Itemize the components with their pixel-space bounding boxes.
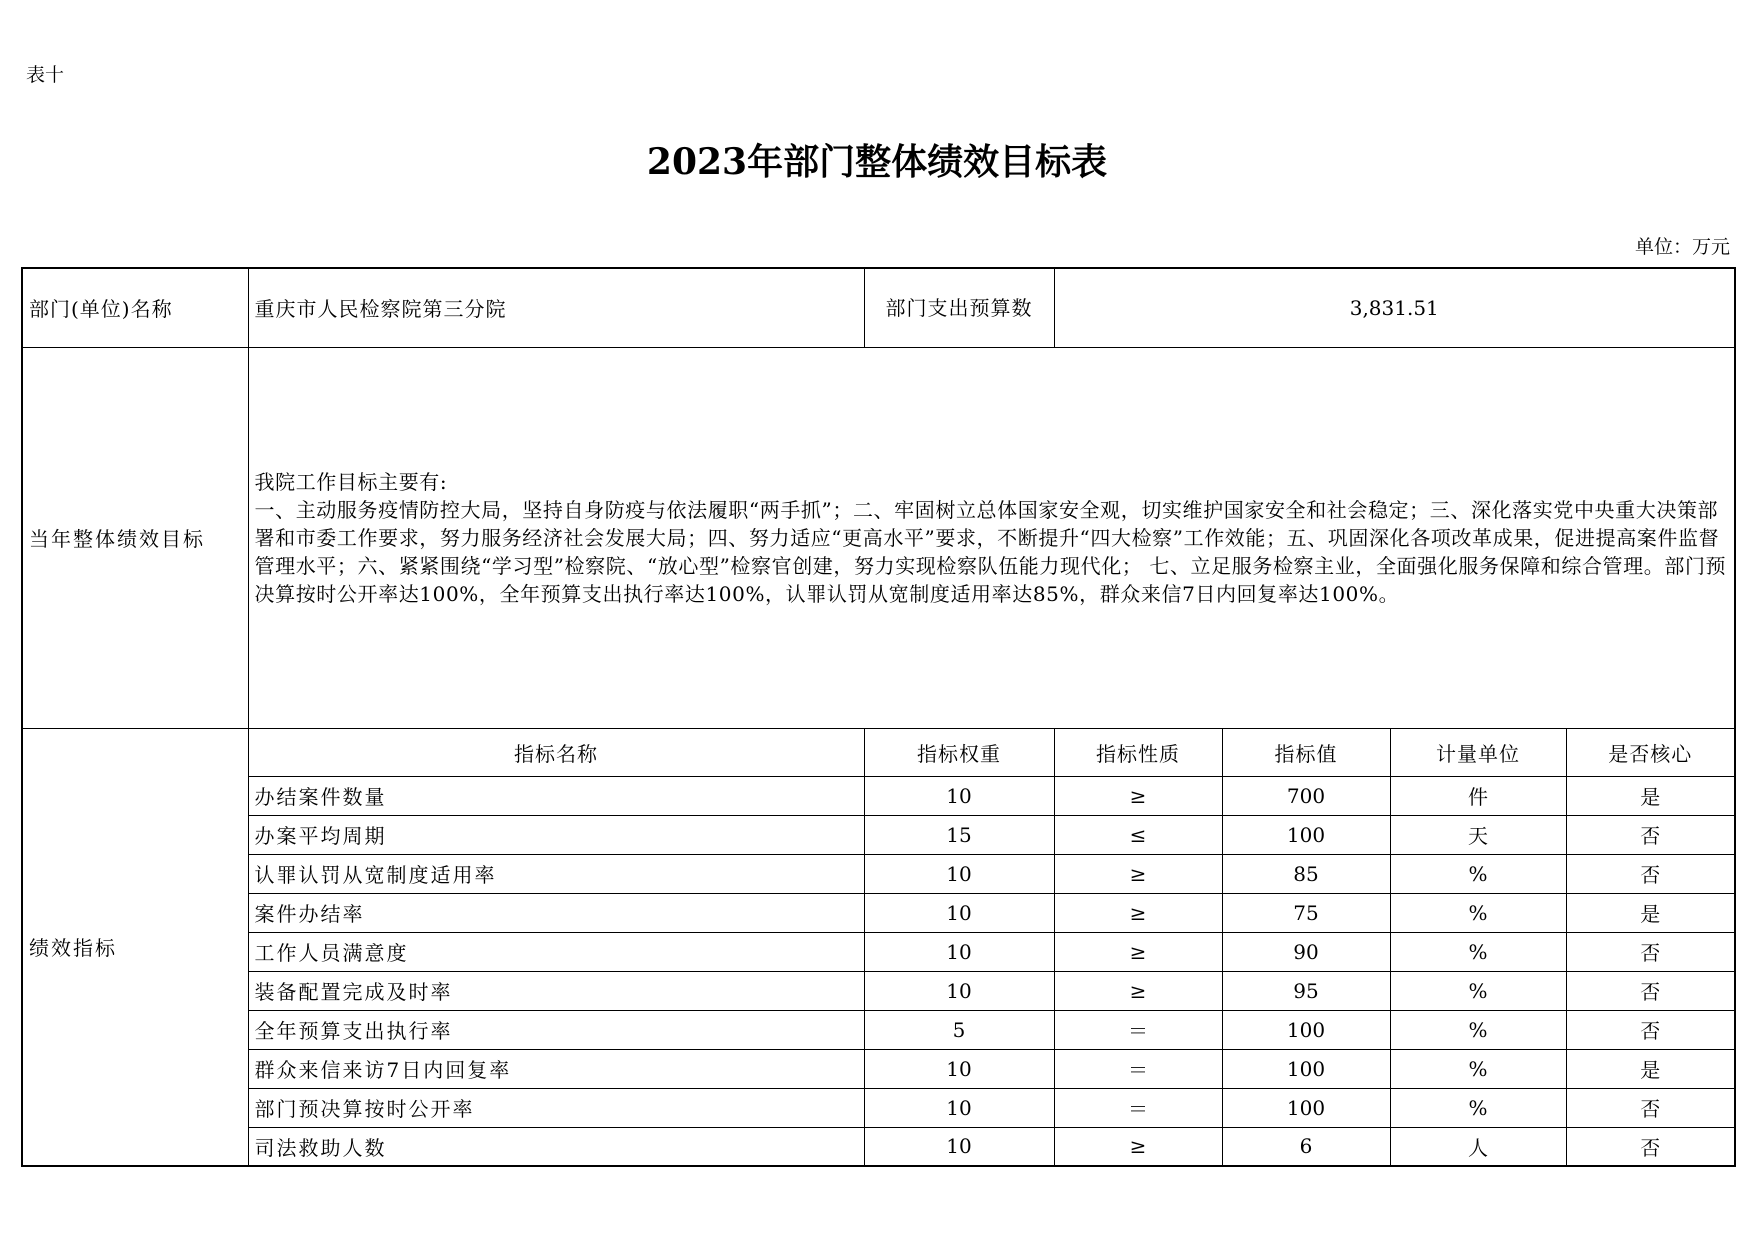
table-row <box>22 1010 1735 1049</box>
indicator-nature: ＝ <box>1054 1088 1222 1127</box>
indicator-weight: 15 <box>864 815 1054 854</box>
column-header: 指标名称 <box>248 728 864 776</box>
indicator-weight: 10 <box>864 1049 1054 1088</box>
table-row <box>22 1049 1735 1088</box>
department-name-label: 部门(单位)名称 <box>22 268 248 347</box>
indicator-unit: % <box>1390 854 1566 893</box>
indicator-unit: % <box>1390 893 1566 932</box>
indicator-name: 办结案件数量 <box>248 776 864 815</box>
indicator-weight: 10 <box>864 776 1054 815</box>
annual-goal-row <box>22 347 1735 728</box>
indicator-name: 司法救助人数 <box>248 1127 864 1166</box>
indicator-nature: ≤ <box>1054 815 1222 854</box>
indicator-core: 是 <box>1566 1049 1735 1088</box>
table-row <box>22 1088 1735 1127</box>
page-title: 2023年部门整体绩效目标表 <box>646 141 1108 183</box>
indicator-weight: 10 <box>864 854 1054 893</box>
indicator-nature: ＝ <box>1054 1010 1222 1049</box>
indicator-nature: ≥ <box>1054 776 1222 815</box>
performance-table <box>21 267 1736 1167</box>
indicator-value: 85 <box>1222 854 1390 893</box>
table-row <box>22 971 1735 1010</box>
table-row <box>22 893 1735 932</box>
indicator-unit: % <box>1390 932 1566 971</box>
table-row <box>22 815 1735 854</box>
indicator-value: 700 <box>1222 776 1390 815</box>
indicator-core: 否 <box>1566 971 1735 1010</box>
indicator-core: 是 <box>1566 893 1735 932</box>
indicator-nature: ＝ <box>1054 1049 1222 1088</box>
table-row <box>22 1127 1735 1166</box>
budget-value: 3,831.51 <box>1054 268 1735 347</box>
indicator-unit: 人 <box>1390 1127 1566 1166</box>
table-row <box>22 776 1735 815</box>
indicator-name: 全年预算支出执行率 <box>248 1010 864 1049</box>
indicator-core: 否 <box>1566 854 1735 893</box>
indicator-value: 100 <box>1222 1010 1390 1049</box>
indicator-unit: % <box>1390 1010 1566 1049</box>
department-name-value: 重庆市人民检察院第三分院 <box>248 268 864 347</box>
indicator-name: 部门预决算按时公开率 <box>248 1088 864 1127</box>
indicator-name: 工作人员满意度 <box>248 932 864 971</box>
sheet-label: 表十 <box>26 64 65 86</box>
indicator-nature: ≥ <box>1054 932 1222 971</box>
annual-goal-text: 我院工作目标主要有: 一、主动服务疫情防控大局，坚持自身防疫与依法履职“两手抓”；二、牢固树立总体国家安全观，切实维护国家安全和社会稳定；三、深化落实党中央重大决策部署和市委工作要求，努力服务经济社会发展大局；四、努力适应“更高水平”要求，不断提升“四大检察”工作效能；五、巩固深化各项改革成果，促进提高案件监督管理水平；六、紧紧围绕“学习型”检察院、“放心型”检察官创建，努力实现检察队伍能力现代化； 七、立足服务检察主业，全面强化服务保障和综合管理。部门预决算按时公开率达100%，全年预算支出执行率达100%，认罪认罚从宽制度适用率达85%，群众来信7日内回复率达100%。 <box>248 347 1735 728</box>
indicator-value: 95 <box>1222 971 1390 1010</box>
indicator-nature: ≥ <box>1054 854 1222 893</box>
department-row <box>22 268 1735 347</box>
indicator-nature: ≥ <box>1054 1127 1222 1166</box>
indicator-name: 办案平均周期 <box>248 815 864 854</box>
indicator-unit: % <box>1390 1049 1566 1088</box>
indicator-name: 认罪认罚从宽制度适用率 <box>248 854 864 893</box>
column-header: 是否核心 <box>1566 728 1735 776</box>
unit-label: 单位：万元 <box>1634 236 1730 258</box>
indicator-weight: 10 <box>864 893 1054 932</box>
table-row <box>22 932 1735 971</box>
indicator-name: 案件办结率 <box>248 893 864 932</box>
annual-goal-label: 当年整体绩效目标 <box>22 347 248 728</box>
budget-label: 部门支出预算数 <box>864 268 1054 347</box>
indicator-name: 装备配置完成及时率 <box>248 971 864 1010</box>
indicator-header-row <box>22 728 1735 776</box>
indicator-core: 否 <box>1566 1088 1735 1127</box>
indicator-value: 75 <box>1222 893 1390 932</box>
column-header: 计量单位 <box>1390 728 1566 776</box>
indicator-core: 否 <box>1566 815 1735 854</box>
indicator-weight: 10 <box>864 1127 1054 1166</box>
indicator-value: 6 <box>1222 1127 1390 1166</box>
indicator-weight: 10 <box>864 1088 1054 1127</box>
indicator-value: 90 <box>1222 932 1390 971</box>
indicator-core: 否 <box>1566 1010 1735 1049</box>
indicator-weight: 5 <box>864 1010 1054 1049</box>
indicator-unit: % <box>1390 1088 1566 1127</box>
indicator-unit: 天 <box>1390 815 1566 854</box>
table-row <box>22 854 1735 893</box>
indicator-core: 否 <box>1566 1127 1735 1166</box>
indicator-unit: % <box>1390 971 1566 1010</box>
column-header: 指标值 <box>1222 728 1390 776</box>
column-header: 指标权重 <box>864 728 1054 776</box>
indicator-core: 是 <box>1566 776 1735 815</box>
indicator-value: 100 <box>1222 1088 1390 1127</box>
column-header: 指标性质 <box>1054 728 1222 776</box>
indicators-label: 绩效指标 <box>22 728 248 1166</box>
indicator-core: 否 <box>1566 932 1735 971</box>
indicator-nature: ≥ <box>1054 971 1222 1010</box>
indicator-value: 100 <box>1222 815 1390 854</box>
indicator-value: 100 <box>1222 1049 1390 1088</box>
indicator-nature: ≥ <box>1054 893 1222 932</box>
indicator-weight: 10 <box>864 971 1054 1010</box>
indicator-name: 群众来信来访7日内回复率 <box>248 1049 864 1088</box>
indicator-weight: 10 <box>864 932 1054 971</box>
indicator-unit: 件 <box>1390 776 1566 815</box>
